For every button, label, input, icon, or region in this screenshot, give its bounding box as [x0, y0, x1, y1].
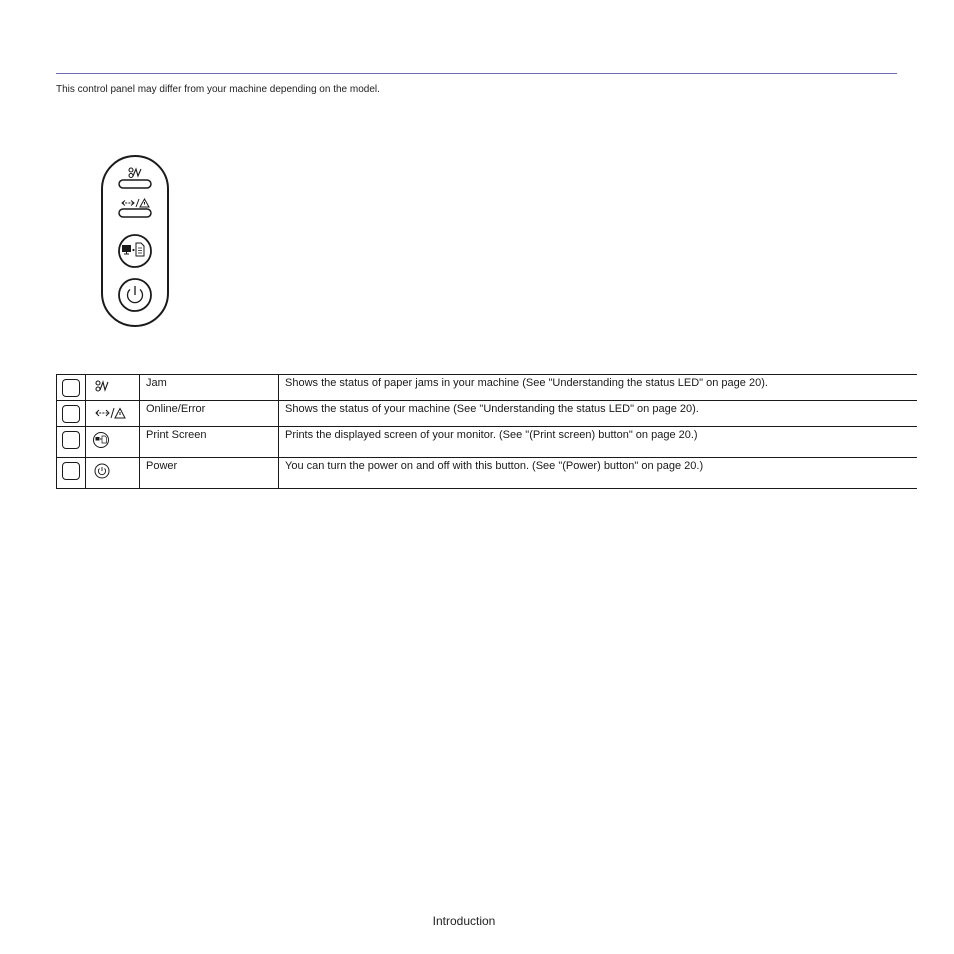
- callout-box: [62, 431, 80, 449]
- footer-section-name: Introduction: [432, 914, 496, 928]
- online-error-led: [119, 209, 151, 217]
- function-description: You can turn the power on and off with this button. (See "(Power) button" on page 20.): [279, 458, 918, 489]
- function-description: Shows the status of your machine (See "Understanding the status LED" on page 20).: [279, 401, 918, 427]
- function-name: Jam: [140, 375, 279, 401]
- table-row: [57, 458, 918, 489]
- callout-box: [62, 462, 80, 480]
- online-error-icon: [92, 405, 139, 421]
- function-description: Prints the displayed screen of your monitor. (See "(Print screen) button" on page 20.): [279, 427, 918, 458]
- power-button: [119, 279, 151, 311]
- print-screen-icon: [92, 431, 139, 449]
- table-row: [57, 401, 918, 427]
- function-name: Print Screen: [140, 427, 279, 458]
- power-icon: [92, 462, 139, 480]
- header-rule: [56, 73, 897, 74]
- callout-box: [62, 379, 80, 397]
- intro-note: This control panel may differ from your machine depending on the model.: [56, 84, 380, 95]
- function-name: Online/Error: [140, 401, 279, 427]
- function-name: Power: [140, 458, 279, 489]
- control-panel-illustration: [100, 154, 170, 328]
- callout-box: [62, 405, 80, 423]
- table-row: [57, 375, 918, 401]
- jam-icon: [92, 379, 139, 395]
- function-table: [56, 374, 917, 489]
- print-screen-button: [119, 235, 151, 267]
- function-description: Shows the status of paper jams in your machine (See "Understanding the status LED" on page 20).: [279, 375, 918, 401]
- jam-led: [119, 180, 151, 188]
- table-row: [57, 427, 918, 458]
